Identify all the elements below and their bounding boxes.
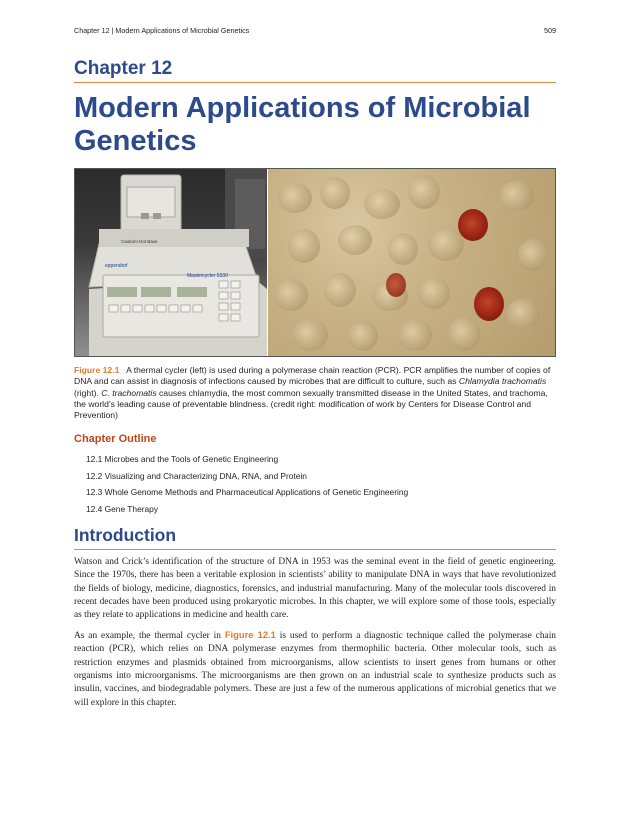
chapter-outline-list (86, 453, 408, 519)
chapter-rule (74, 82, 556, 83)
outline-item-label[interactable]: 12.3 Whole Genome Methods and Pharmaceutical Applications of Genetic Engineering (86, 487, 409, 497)
outline-item-label[interactable]: 12.2 Visualizing and Characterizing DNA, RNA, and Protein (86, 470, 307, 481)
running-header (74, 26, 556, 35)
intro-paragraph-2 (74, 628, 556, 710)
chapter-title: Modern Applications of Microbial Genetics (74, 92, 531, 157)
figure-caption (74, 365, 556, 421)
device-brand-label: eppendorf (105, 263, 128, 269)
caption-italic-2: C. trachomatis (101, 387, 157, 398)
caption-text-3: causes chlamydia, the most common sexually transmitted disease in the United States, and trachoma, the world’s leading cause of preventable blindness. (credit right: modification of work by Centers for Disease Control and Prevention) (74, 387, 548, 421)
caption-text-1: A thermal cycler (left) is used during a polymerase chain reaction (PCR). PCR amplifies the number of copies of DNA and can assist in diagnosis of infections caused by microbes that are difficult to culture, such as (74, 365, 551, 387)
outline-item-12-2[interactable] (86, 470, 408, 487)
figure-label: Figure 12.1 (74, 365, 120, 375)
chapter-number: Chapter 12 (74, 58, 173, 79)
thermal-cycler-drawing (75, 169, 267, 356)
intro-paragraph-2-start: As an example, the thermal cycler in (74, 631, 225, 641)
figure-12-1-link[interactable]: Figure 12.1 (224, 629, 276, 640)
intro-paragraph-2-rest: is used to perform a diagnostic technique called the polymerase chain reaction (PCR), which relies on DNA polymerase enzymes from thermophilic bacteria. Other molecular tools, such as restriction enzymes and plasmids obtained from microorganisms, allow scientists to insert genes from humans or other organisms into microorganisms. The microorganisms are then grown on an industrial scale to synthesize products such as insulin, vaccines, and biodegradable polymers. These are just a few of the numerous applications of microbial genetics that we will explore in this chapter. (74, 631, 556, 708)
chapter-outline-heading: Chapter Outline (74, 433, 157, 445)
device-model-label: Mastercycler 5330 (187, 273, 228, 279)
caption-text-2: (right). (74, 387, 102, 398)
page (74, 0, 556, 815)
outline-item-12-4[interactable] (86, 503, 408, 520)
introduction-heading: Introduction (74, 525, 177, 545)
device-caution-label: Caution! Hot Base (121, 239, 158, 244)
outline-item-label[interactable]: 12.4 Gene Therapy (86, 503, 159, 514)
page-number: 509 (544, 26, 556, 35)
thermal-cycler-photo (75, 169, 267, 356)
intro-paragraph-1: Watson and Crick’s identification of the structure of DNA in 1953 was the seminal event in the field of genetic engineering. Since the 1970s, there has been a veritable explosion in scientists’ ability to manipulate DNA in ways that have revolutionized the fields of biology, medicine, diagnostics, forensics, and industrial manufacturing. Many of the molecular tools discovered in recent decades have been produced using prokaryotic microbes. In this chapter, we will explore some of those tools, especially as they relate to applications in medicine and health care. (74, 557, 556, 621)
outline-item-12-3[interactable] (86, 486, 408, 503)
figure-12-1-image (74, 168, 556, 357)
caption-italic-1: Chlamydia trachomatis (458, 376, 547, 387)
running-title: Chapter 12 | Modern Applications of Microbial Genetics (74, 26, 250, 35)
outline-item-12-1[interactable] (86, 453, 408, 470)
introduction-rule (74, 549, 556, 550)
chlamydia-micrograph (268, 169, 556, 356)
outline-item-label[interactable]: 12.1 Microbes and the Tools of Genetic Engineering (86, 454, 279, 464)
